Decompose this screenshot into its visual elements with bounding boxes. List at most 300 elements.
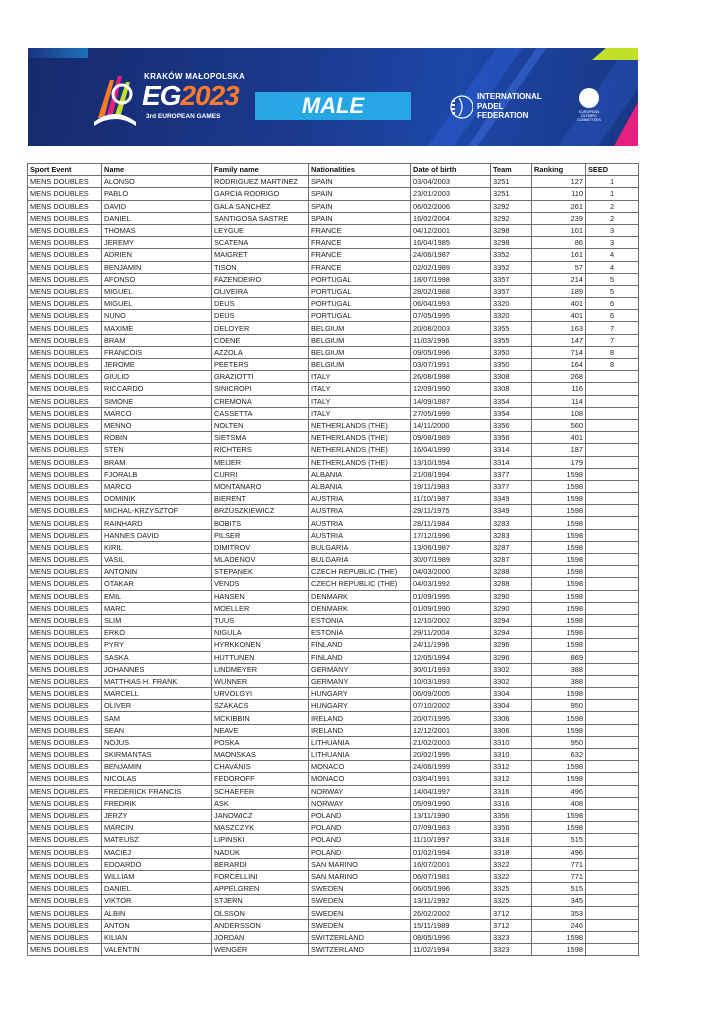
table-row — [28, 590, 639, 602]
seed-cell — [586, 736, 639, 748]
team-cell: 3294 — [491, 614, 532, 626]
team-cell: 3288 — [491, 566, 532, 578]
name-cell: SAM — [102, 712, 212, 724]
date-of-birth-cell: 09/05/1996 — [411, 346, 491, 358]
family-name-cell: SCHAEFER — [212, 785, 309, 797]
seed-cell: 6 — [586, 310, 639, 322]
table-row — [28, 383, 639, 395]
eoc-line: OLYMPIC — [581, 114, 597, 118]
family-name-cell: ANDERSSON — [212, 919, 309, 931]
nationality-cell: FRANCE — [309, 261, 411, 273]
table-row — [28, 602, 639, 614]
date-of-birth-cell: 21/02/2003 — [411, 736, 491, 748]
table-row — [28, 529, 639, 541]
team-cell: 3355 — [491, 322, 532, 334]
team-cell: 3302 — [491, 675, 532, 687]
sport-event-cell: MENS DOUBLES — [28, 505, 102, 517]
name-cell: ROBIN — [102, 432, 212, 444]
nationality-cell: FINLAND — [309, 639, 411, 651]
name-cell: ALBIN — [102, 907, 212, 919]
games-wordmark-eg: EG — [142, 80, 181, 111]
table-row — [28, 176, 639, 188]
sport-event-cell: MENS DOUBLES — [28, 846, 102, 858]
name-cell: FRANCOIS — [102, 346, 212, 358]
family-name-cell: GARCIA RODRIGO — [212, 188, 309, 200]
nationality-cell: AUSTRIA — [309, 493, 411, 505]
team-cell: 3316 — [491, 785, 532, 797]
name-cell: DOMINIK — [102, 493, 212, 505]
team-cell: 3306 — [491, 724, 532, 736]
family-name-cell: TUUS — [212, 614, 309, 626]
date-of-birth-cell: 11/03/1996 — [411, 334, 491, 346]
sport-event-cell: MENS DOUBLES — [28, 883, 102, 895]
table-row — [28, 237, 639, 249]
table-row — [28, 736, 639, 748]
name-cell: MARCO — [102, 407, 212, 419]
nationality-cell: ITALY — [309, 407, 411, 419]
table-row — [28, 858, 639, 870]
nationality-cell: PORTUGAL — [309, 273, 411, 285]
sport-event-cell: MENS DOUBLES — [28, 419, 102, 431]
name-cell: BRAM — [102, 334, 212, 346]
seed-cell — [586, 493, 639, 505]
ranking-cell: 401 — [532, 432, 586, 444]
name-cell: BENJAMIN — [102, 761, 212, 773]
ranking-cell: 1598 — [532, 724, 586, 736]
seed-cell — [586, 602, 639, 614]
date-of-birth-cell: 13/11/1992 — [411, 895, 491, 907]
family-name-cell: FAZENDEIRO — [212, 273, 309, 285]
family-name-cell: CURRI — [212, 468, 309, 480]
ranking-cell: 116 — [532, 383, 586, 395]
name-cell: MENNO — [102, 419, 212, 431]
nationality-cell: SAN MARINO — [309, 870, 411, 882]
family-name-cell: ASK — [212, 797, 309, 809]
table-row — [28, 249, 639, 261]
team-cell: 3314 — [491, 444, 532, 456]
sport-event-cell: MENS DOUBLES — [28, 614, 102, 626]
sport-event-cell: MENS DOUBLES — [28, 237, 102, 249]
date-of-birth-cell: 28/11/1984 — [411, 517, 491, 529]
family-name-cell: MEIJER — [212, 456, 309, 468]
nationality-cell: DENMARK — [309, 590, 411, 602]
family-name-cell: WENGER — [212, 944, 309, 956]
nationality-cell: LITHUANIA — [309, 749, 411, 761]
nationality-cell: AUSTRIA — [309, 517, 411, 529]
name-cell: MAXIME — [102, 322, 212, 334]
nationality-cell: BELGIUM — [309, 322, 411, 334]
table-row — [28, 359, 639, 371]
european-games-emblem-icon — [92, 72, 138, 128]
date-of-birth-cell: 24/06/1999 — [411, 761, 491, 773]
european-olympic-committees-logo — [571, 88, 607, 128]
sport-event-cell: MENS DOUBLES — [28, 468, 102, 480]
seed-cell — [586, 517, 639, 529]
seed-cell — [586, 505, 639, 517]
date-of-birth-cell: 03/07/1991 — [411, 359, 491, 371]
name-cell: SIMONE — [102, 395, 212, 407]
nationality-cell: GERMANY — [309, 675, 411, 687]
nationality-cell: CZECH REPUBLIC (THE) — [309, 578, 411, 590]
name-cell: ADRIEN — [102, 249, 212, 261]
sport-event-cell: MENS DOUBLES — [28, 493, 102, 505]
ranking-cell: 1598 — [532, 712, 586, 724]
family-name-cell: SIETSMA — [212, 432, 309, 444]
seed-cell — [586, 651, 639, 663]
team-cell: 3312 — [491, 773, 532, 785]
table-row — [28, 432, 639, 444]
sport-event-cell: MENS DOUBLES — [28, 834, 102, 846]
team-cell: 3323 — [491, 931, 532, 943]
ranking-cell: 950 — [532, 700, 586, 712]
federation-name — [477, 92, 542, 121]
date-of-birth-cell: 12/05/1994 — [411, 651, 491, 663]
family-name-cell: LIPINSKI — [212, 834, 309, 846]
team-cell: 3251 — [491, 188, 532, 200]
name-cell: EDOARDO — [102, 858, 212, 870]
family-name-cell: MONTANARO — [212, 480, 309, 492]
table-row — [28, 517, 639, 529]
name-cell: ANTON — [102, 919, 212, 931]
name-cell: DANIEL — [102, 212, 212, 224]
table-row — [28, 919, 639, 931]
sport-event-cell: MENS DOUBLES — [28, 285, 102, 297]
sport-event-cell: MENS DOUBLES — [28, 224, 102, 236]
family-name-cell: SZAKACS — [212, 700, 309, 712]
date-of-birth-cell: 09/08/1989 — [411, 432, 491, 444]
table-row — [28, 724, 639, 736]
table-row — [28, 468, 639, 480]
ranking-cell: 114 — [532, 395, 586, 407]
team-cell: 3349 — [491, 493, 532, 505]
date-of-birth-cell: 03/04/2003 — [411, 176, 491, 188]
name-cell: MATTHIAS H. FRANK — [102, 675, 212, 687]
seed-cell — [586, 931, 639, 943]
date-of-birth-cell: 20/07/1995 — [411, 712, 491, 724]
name-cell: FREDERICK FRANCIS — [102, 785, 212, 797]
date-of-birth-cell: 29/11/2004 — [411, 627, 491, 639]
table-row — [28, 761, 639, 773]
column-header: Date of birth — [411, 164, 491, 176]
date-of-birth-cell: 29/11/1975 — [411, 505, 491, 517]
nationality-cell: PORTUGAL — [309, 310, 411, 322]
table-row — [28, 675, 639, 687]
date-of-birth-cell: 16/02/2004 — [411, 212, 491, 224]
table-row — [28, 334, 639, 346]
date-of-birth-cell: 21/08/1994 — [411, 468, 491, 480]
sport-event-cell: MENS DOUBLES — [28, 334, 102, 346]
table-row — [28, 809, 639, 821]
date-of-birth-cell: 06/05/1996 — [411, 883, 491, 895]
team-cell: 3712 — [491, 907, 532, 919]
family-name-cell: OLIVEIRA — [212, 285, 309, 297]
family-name-cell: MLADENOV — [212, 554, 309, 566]
table-row — [28, 419, 639, 431]
name-cell: VALENTIN — [102, 944, 212, 956]
ranking-cell: 496 — [532, 785, 586, 797]
table-row — [28, 785, 639, 797]
name-cell: MARCO — [102, 480, 212, 492]
name-cell: FJORALB — [102, 468, 212, 480]
seed-cell — [586, 371, 639, 383]
team-cell: 3320 — [491, 310, 532, 322]
seed-cell — [586, 456, 639, 468]
sport-event-cell: MENS DOUBLES — [28, 566, 102, 578]
seed-cell — [586, 809, 639, 821]
table-row — [28, 931, 639, 943]
date-of-birth-cell: 14/11/2000 — [411, 419, 491, 431]
family-name-cell: TISON — [212, 261, 309, 273]
date-of-birth-cell: 06/07/1981 — [411, 870, 491, 882]
column-header: Sport Event — [28, 164, 102, 176]
date-of-birth-cell: 01/09/1990 — [411, 602, 491, 614]
lime-accent — [592, 48, 638, 60]
team-cell: 3355 — [491, 334, 532, 346]
seed-cell — [586, 822, 639, 834]
ranking-cell: 1598 — [532, 590, 586, 602]
family-name-cell: DELOYER — [212, 322, 309, 334]
ranking-cell: 1598 — [532, 809, 586, 821]
family-name-cell: BERARDI — [212, 858, 309, 870]
date-of-birth-cell: 24/11/1996 — [411, 639, 491, 651]
table-row — [28, 712, 639, 724]
table-row — [28, 578, 639, 590]
team-cell: 3294 — [491, 627, 532, 639]
date-of-birth-cell: 12/10/2002 — [411, 614, 491, 626]
sport-event-cell: MENS DOUBLES — [28, 517, 102, 529]
sport-event-cell: MENS DOUBLES — [28, 931, 102, 943]
ranking-cell: 246 — [532, 919, 586, 931]
nationality-cell: NETHERLANDS (THE) — [309, 456, 411, 468]
name-cell: NUNO — [102, 310, 212, 322]
seed-cell: 1 — [586, 176, 639, 188]
team-cell: 3312 — [491, 761, 532, 773]
ranking-cell: 1598 — [532, 931, 586, 943]
family-name-cell: BRZUSZKIEWICZ — [212, 505, 309, 517]
team-cell: 3352 — [491, 249, 532, 261]
family-name-cell: MAIGRET — [212, 249, 309, 261]
table-row — [28, 773, 639, 785]
sport-event-cell: MENS DOUBLES — [28, 188, 102, 200]
date-of-birth-cell: 15/11/1989 — [411, 919, 491, 931]
team-cell: 3325 — [491, 883, 532, 895]
sport-event-cell: MENS DOUBLES — [28, 395, 102, 407]
date-of-birth-cell: 13/10/1994 — [411, 456, 491, 468]
sport-event-cell: MENS DOUBLES — [28, 261, 102, 273]
family-name-cell: BIERENT — [212, 493, 309, 505]
nationality-cell: SPAIN — [309, 188, 411, 200]
family-name-cell: FEDOROFF — [212, 773, 309, 785]
name-cell: NICOLAS — [102, 773, 212, 785]
nationality-cell: SWEDEN — [309, 907, 411, 919]
seed-cell — [586, 407, 639, 419]
nationality-cell: SPAIN — [309, 200, 411, 212]
table-row — [28, 907, 639, 919]
nationality-cell: MONACO — [309, 761, 411, 773]
team-cell: 3310 — [491, 749, 532, 761]
nationality-cell: GERMANY — [309, 663, 411, 675]
date-of-birth-cell: 01/09/1995 — [411, 590, 491, 602]
table-row — [28, 493, 639, 505]
sport-event-cell: MENS DOUBLES — [28, 809, 102, 821]
european-games-logo — [92, 66, 250, 132]
table-row — [28, 651, 639, 663]
sport-event-cell: MENS DOUBLES — [28, 541, 102, 553]
date-of-birth-cell: 19/11/1983 — [411, 480, 491, 492]
ranking-cell: 108 — [532, 407, 586, 419]
seed-cell — [586, 712, 639, 724]
table-row — [28, 663, 639, 675]
name-cell: KILIAN — [102, 931, 212, 943]
nationality-cell: ITALY — [309, 371, 411, 383]
team-cell: 3356 — [491, 432, 532, 444]
team-cell: 3283 — [491, 529, 532, 541]
seed-cell — [586, 895, 639, 907]
name-cell: HANNES DAVID — [102, 529, 212, 541]
ranking-cell: 1598 — [532, 822, 586, 834]
name-cell: VASIL — [102, 554, 212, 566]
ranking-cell: 1598 — [532, 480, 586, 492]
name-cell: SLIM — [102, 614, 212, 626]
family-name-cell: RODRIGUEZ MARTINEZ — [212, 176, 309, 188]
family-name-cell: POSKA — [212, 736, 309, 748]
seed-cell: 6 — [586, 298, 639, 310]
team-cell: 3712 — [491, 919, 532, 931]
sport-event-cell: MENS DOUBLES — [28, 444, 102, 456]
ranking-cell: 1598 — [532, 554, 586, 566]
team-cell: 3298 — [491, 237, 532, 249]
name-cell: DANIEL — [102, 883, 212, 895]
seed-cell: 5 — [586, 273, 639, 285]
seed-cell: 2 — [586, 212, 639, 224]
seed-cell — [586, 468, 639, 480]
nationality-cell: AUSTRIA — [309, 505, 411, 517]
date-of-birth-cell: 11/10/1997 — [411, 834, 491, 846]
family-name-cell: JORDAN — [212, 931, 309, 943]
date-of-birth-cell: 04/12/2001 — [411, 224, 491, 236]
nationality-cell: DENMARK — [309, 602, 411, 614]
federation-line: PADEL — [477, 101, 504, 111]
family-name-cell: COENE — [212, 334, 309, 346]
nationality-cell: ALBANIA — [309, 468, 411, 480]
nationality-cell: FRANCE — [309, 249, 411, 261]
name-cell: MICHAL-KRZYSZTOF — [102, 505, 212, 517]
table-row — [28, 298, 639, 310]
team-cell: 3310 — [491, 736, 532, 748]
sport-event-cell: MENS DOUBLES — [28, 712, 102, 724]
date-of-birth-cell: 12/12/2001 — [411, 724, 491, 736]
ranking-cell: 179 — [532, 456, 586, 468]
team-cell: 3325 — [491, 895, 532, 907]
date-of-birth-cell: 04/03/1992 — [411, 578, 491, 590]
seed-cell: 3 — [586, 237, 639, 249]
sport-event-cell: MENS DOUBLES — [28, 736, 102, 748]
table-row — [28, 444, 639, 456]
team-cell: 3349 — [491, 505, 532, 517]
date-of-birth-cell: 18/07/1998 — [411, 273, 491, 285]
sport-event-cell: MENS DOUBLES — [28, 663, 102, 675]
date-of-birth-cell: 17/12/1996 — [411, 529, 491, 541]
sport-event-cell: MENS DOUBLES — [28, 322, 102, 334]
nationality-cell: ITALY — [309, 395, 411, 407]
name-cell: GIULIO — [102, 371, 212, 383]
sport-event-cell: MENS DOUBLES — [28, 249, 102, 261]
ranking-cell: 714 — [532, 346, 586, 358]
date-of-birth-cell: 14/09/1987 — [411, 395, 491, 407]
seed-cell — [586, 870, 639, 882]
table-row — [28, 212, 639, 224]
seed-cell — [586, 590, 639, 602]
table-row — [28, 846, 639, 858]
sport-event-cell: MENS DOUBLES — [28, 773, 102, 785]
nationality-cell: BULGARIA — [309, 554, 411, 566]
family-name-cell: GRAZIOTTI — [212, 371, 309, 383]
seed-cell — [586, 663, 639, 675]
seed-cell — [586, 846, 639, 858]
column-header: Name — [102, 164, 212, 176]
sport-event-cell: MENS DOUBLES — [28, 907, 102, 919]
sport-event-cell: MENS DOUBLES — [28, 176, 102, 188]
nationality-cell: CZECH REPUBLIC (THE) — [309, 566, 411, 578]
category-title: MALE — [255, 92, 411, 120]
family-name-cell: OLSSON — [212, 907, 309, 919]
sport-event-cell: MENS DOUBLES — [28, 944, 102, 956]
seed-cell: 3 — [586, 224, 639, 236]
ranking-cell: 1598 — [532, 761, 586, 773]
nationality-cell: POLAND — [309, 822, 411, 834]
table-row — [28, 797, 639, 809]
ranking-cell: 345 — [532, 895, 586, 907]
ranking-cell: 127 — [532, 176, 586, 188]
date-of-birth-cell: 11/10/1987 — [411, 493, 491, 505]
table-row — [28, 627, 639, 639]
team-cell: 3318 — [491, 846, 532, 858]
seed-cell — [586, 675, 639, 687]
seed-cell — [586, 749, 639, 761]
name-cell: MARC — [102, 602, 212, 614]
date-of-birth-cell: 06/02/2006 — [411, 200, 491, 212]
name-cell: ERKO — [102, 627, 212, 639]
table-row — [28, 322, 639, 334]
ranking-cell: 1598 — [532, 541, 586, 553]
sport-event-cell: MENS DOUBLES — [28, 724, 102, 736]
ranking-cell: 560 — [532, 419, 586, 431]
date-of-birth-cell: 08/05/1996 — [411, 931, 491, 943]
column-header: Family name — [212, 164, 309, 176]
date-of-birth-cell: 23/01/2003 — [411, 188, 491, 200]
ranking-cell: 86 — [532, 237, 586, 249]
sport-event-cell: MENS DOUBLES — [28, 480, 102, 492]
seed-cell — [586, 773, 639, 785]
nationality-cell: NORWAY — [309, 785, 411, 797]
sport-event-cell: MENS DOUBLES — [28, 797, 102, 809]
seed-cell — [586, 785, 639, 797]
ranking-cell: 268 — [532, 371, 586, 383]
ranking-cell: 1598 — [532, 688, 586, 700]
column-header: Ranking — [532, 164, 586, 176]
nationality-cell: ITALY — [309, 383, 411, 395]
sport-event-cell: MENS DOUBLES — [28, 273, 102, 285]
team-cell: 3304 — [491, 700, 532, 712]
family-name-cell: HANSEN — [212, 590, 309, 602]
team-cell: 3354 — [491, 395, 532, 407]
team-cell: 3292 — [491, 212, 532, 224]
family-name-cell: PEETERS — [212, 359, 309, 371]
date-of-birth-cell: 02/02/1989 — [411, 261, 491, 273]
name-cell: ALONSO — [102, 176, 212, 188]
seed-cell — [586, 480, 639, 492]
date-of-birth-cell: 16/04/1999 — [411, 444, 491, 456]
